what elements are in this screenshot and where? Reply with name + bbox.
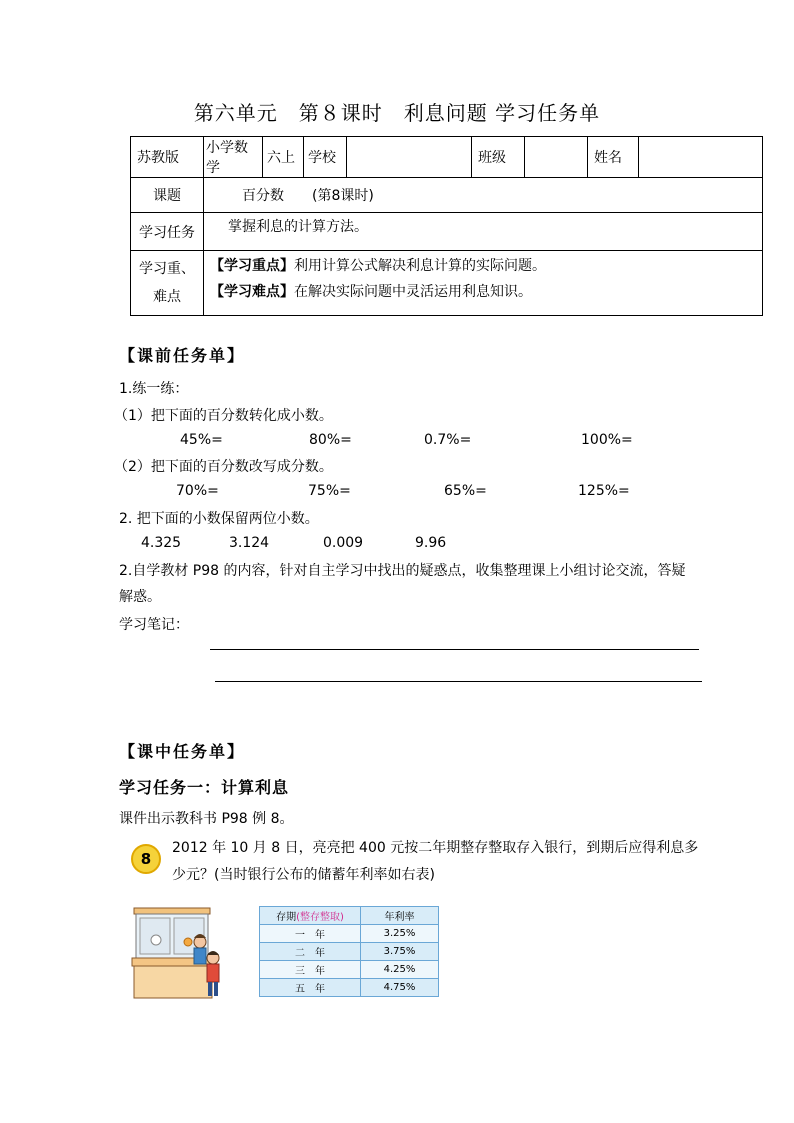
q3-line2: 解惑。 [119,589,161,605]
rate-term: 三 年 [260,961,361,979]
publisher-cell: 苏教版 [131,137,204,178]
task-label: 学习任务 [131,213,204,251]
rate-value: 4.75% [361,979,439,997]
rate-value: 3.75% [361,943,439,961]
bank-counter-illustration [130,906,238,1002]
school-field[interactable] [347,137,472,178]
pre-task-heading: 【课前任务单】 [119,346,246,365]
row3-item: 9.96 [415,535,447,551]
rate-value: 4.25% [361,961,439,979]
note-line[interactable] [210,649,699,650]
topic-label: 课题 [131,178,204,213]
q3-line1: 2.自学教材 P98 的内容，针对自主学习中找出的疑惑点，收集整理课上小组讨论交流，答疑 [119,563,686,579]
row1-item: 0.7%= [424,432,472,448]
school-label: 学校 [304,137,347,178]
subject-cell: 小学数学 [204,137,263,178]
task-value: 掌握利息的计算方法。 [204,213,763,251]
rate-head-rate: 年利率 [361,907,439,925]
row2-item: 70%= [176,483,219,499]
q1-1: （1）把下面的百分数转化成小数。 [114,408,333,424]
rate-term: 一 年 [260,925,361,943]
row2-item: 65%= [444,483,487,499]
problem-line2: 少元？(当时银行公布的储蓄年利率如右表) [172,867,435,883]
row1-item: 45%= [180,432,223,448]
q2: 2. 把下面的小数保留两位小数。 [119,511,319,527]
q1: 1.练一练： [119,381,189,397]
problem-line1: 2012 年 10 月 8 日，亮亮把 400 元按二年期整存整取存入银行，到期后应得利息多 [172,840,699,856]
grade-cell: 六上 [263,137,304,178]
q1-2: （2）把下面的百分数改写成分数。 [114,459,333,475]
focus-content [204,251,763,316]
rate-value: 3.25% [361,925,439,943]
row1-item: 100%= [581,432,633,448]
rate-term: 二 年 [260,943,361,961]
rate-term: 五 年 [260,979,361,997]
note-line[interactable] [215,681,702,682]
page-title: 第六单元 第８课时 利息问题 学习任务单 [193,101,601,125]
row3-item: 3.124 [229,535,270,551]
notes-label: 学习笔记： [119,617,189,633]
class-field[interactable] [525,137,588,178]
interest-rate-table [259,906,439,997]
row3-item: 4.325 [141,535,182,551]
topic-value: 百分数 (第8课时) [204,178,763,213]
task1-heading: 学习任务一：计算利息 [119,778,290,797]
rate-head-term [260,907,361,925]
rate-head-term-text: 存期 [276,912,297,923]
rate-head-term-note: (整存整取) [296,912,344,923]
name-label: 姓名 [588,137,639,178]
diff-tag: 【学习难点】 [210,284,294,300]
key-tag: 【学习重点】 [210,258,294,274]
class-label: 班级 [472,137,525,178]
name-field[interactable] [639,137,763,178]
focus-label: 学习重、难点 [131,251,204,316]
example-badge: 8 [131,844,161,874]
row1-item: 80%= [309,432,352,448]
key-text: 利用计算公式解决利息计算的实际问题。 [294,258,546,274]
row3-item: 0.009 [323,535,364,551]
in-task-heading: 【课中任务单】 [119,742,246,761]
row2-item: 125%= [578,483,630,499]
diff-text: 在解决实际问题中灵活运用利息知识。 [294,284,532,300]
row2-item: 75%= [308,483,351,499]
intro-text: 课件出示教科书 P98 例 8。 [119,811,294,827]
info-table [130,136,763,316]
